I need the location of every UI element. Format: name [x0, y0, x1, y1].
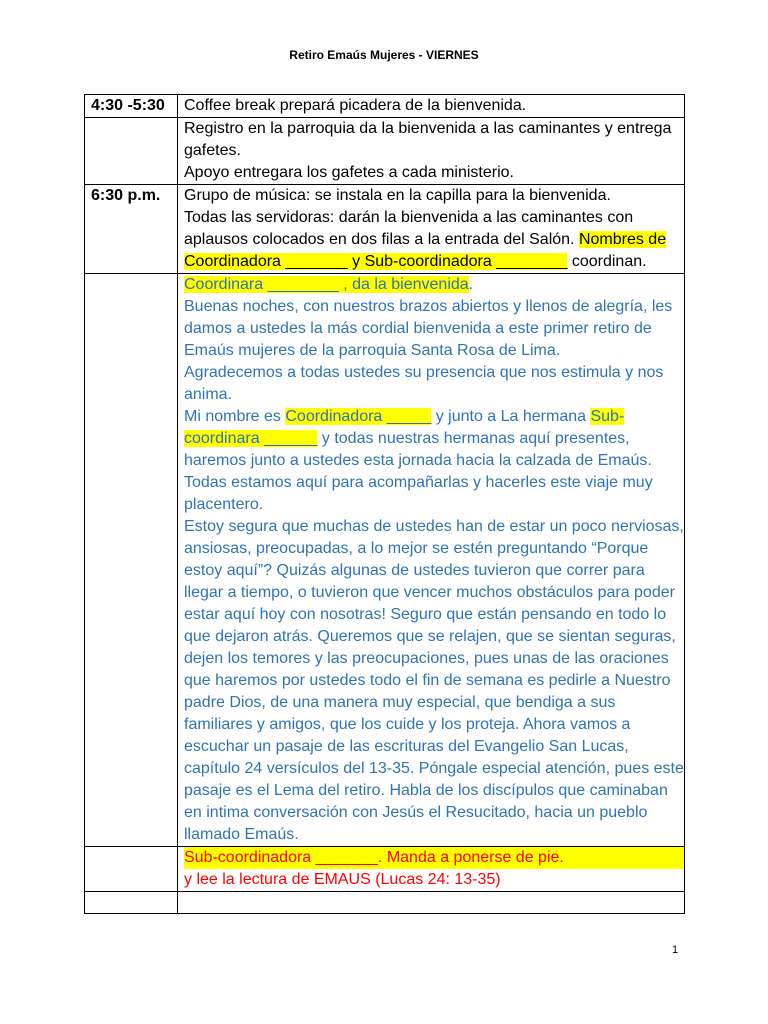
support-text: Apoyo entregara los gafetes a cada ministerio. — [184, 164, 514, 181]
time-cell — [85, 118, 178, 185]
time-cell: 4:30 -5:30 — [85, 95, 178, 118]
speech-paragraph: Estoy segura que muchas de ustedes han de estar un poco nerviosas, ansiosas, preocupadas, a lo mejor se estén preguntando “Porque estoy aquí”? Quizás algunas de ustedes tuvieron que correr para llegar a tiempo, o tuvieron que vencer muchos obstáculos para poder estar aquí hoy con nosotras! Seguro que están pensando en todo lo que dejaron atrás. Queremos que se relajen, que se sientan seguras, dejen los temores y las preocupaciones, pues unas de las oraciones que haremos por ustedes todo el fin de semana es pedirle a Nuestro padre Dios, de una manera muy especial, que bendiga a sus familiares y amigos, que los cuide y los proteja. Ahora vamos a escuchar un pasaje de las escrituras del Evangelio San Lucas, capítulo 24 versículos del 13-35. Póngale especial atención, pues este pasaje es el Lema del retiro. Habla de los discípulos que caminaban en intima conversación con Jesús el Resucitado, hacia un pueblo llamado Emaús. — [184, 518, 684, 843]
speech-paragraph: Agradecemos a todas ustedes su presencia que nos estimula y nos anima. — [184, 364, 664, 403]
time-cell: 6:30 p.m. — [85, 185, 178, 274]
reading-cell — [178, 847, 685, 892]
page-number: 1 — [672, 944, 679, 956]
table-row — [85, 892, 685, 914]
document-title: Retiro Emaús Mujeres - VIERNES — [289, 48, 479, 62]
time-cell — [85, 847, 178, 892]
coordinator-name-highlight: Coordinadora _____ — [285, 408, 432, 425]
speech-paragraph: Buenas noches, con nuestros brazos abiertos y llenos de alegría, les damos a ustedes la más cordial bienvenida a este primer retiro de Emaús mujeres de la parroquia Santa Rosa de Lima. — [184, 298, 673, 359]
speech-text: Mi nombre es — [184, 408, 286, 425]
welcome-heading: Coordinara ________ , da la bienvenida — [184, 276, 469, 293]
activity-cell — [178, 185, 685, 274]
empty-cell — [178, 892, 685, 914]
table-row — [85, 118, 685, 185]
servers-text: Todas las servidoras: darán la bienvenida a las caminantes con aplausos colocados en dos filas a la entrada del Salón. — [184, 209, 634, 248]
activity-cell: Coffee break prepará picadera de la bienvenida. — [178, 95, 685, 118]
table-row — [85, 274, 685, 847]
subcoordinator-name-highlight: Sub-coordinara ______ — [184, 408, 625, 447]
music-group-text: Grupo de música: se instala en la capilla para la bienvenida. — [184, 187, 611, 204]
reading-instruction: y lee la lectura de EMAUS (Lucas 24: 13-35) — [184, 871, 501, 888]
welcome-heading-tail: . — [468, 276, 474, 293]
schedule-table — [84, 94, 685, 914]
speech-text: y todas nuestras hermanas aquí presentes, haremos junto a ustedes esta jornada hacia la calzada de Emaús. Todas estamos aquí para acompañarlas y hacerles este viaje muy placentero. — [184, 430, 653, 513]
activity-cell — [178, 118, 685, 185]
coordinators-highlight: Nombres de Coordinadora _______ y Sub-coordinadora ________ — [184, 231, 667, 270]
table-row — [85, 95, 685, 118]
time-cell — [85, 274, 178, 847]
coordinan-text: coordinan. — [567, 253, 647, 270]
registration-text: Registro en la parroquia da la bienvenida a las caminantes y entrega gafetes. — [184, 120, 672, 159]
time-cell — [85, 892, 178, 914]
subcoordinator-instruction: Sub-coordinadora _______. Manda a ponerse de pie. — [184, 847, 684, 869]
table-row — [85, 185, 685, 274]
table-row — [85, 847, 685, 892]
speech-text: y junto a La hermana — [431, 408, 591, 425]
welcome-speech-cell — [178, 274, 685, 847]
